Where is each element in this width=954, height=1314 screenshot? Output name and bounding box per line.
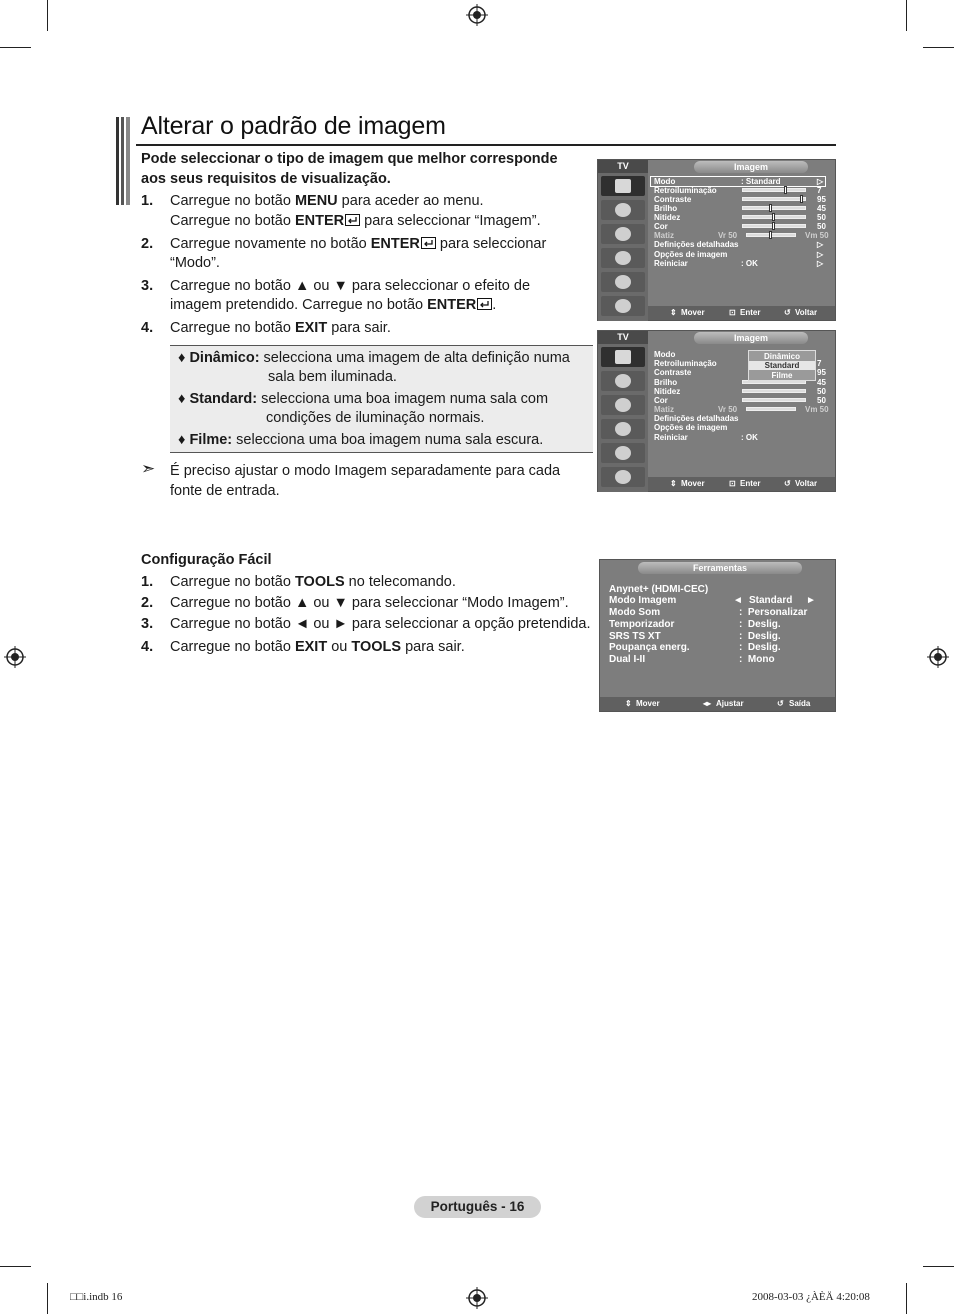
mode-item-standard: ♦ Standard: selecciona uma boa imagem numa sala com <box>178 391 549 407</box>
crop-mark <box>906 0 907 31</box>
slider-knob <box>784 186 787 194</box>
osd-row-label: Matiz <box>654 405 674 414</box>
sound-icon <box>601 200 645 220</box>
print-slug-left: □□i.indb 16 <box>70 1291 123 1303</box>
title-rule <box>136 144 836 146</box>
osd-row-value: : Standard <box>741 177 781 186</box>
key-enter: ENTER <box>427 297 477 313</box>
crop-mark <box>47 0 48 31</box>
osd-slider <box>742 206 806 210</box>
slider-knob <box>800 195 803 203</box>
step-number: 4. <box>141 639 154 655</box>
note-icon: ➣ <box>141 459 156 478</box>
key-exit: EXIT <box>294 639 328 655</box>
osd-row-label: Contraste <box>654 195 692 204</box>
osd-tools-menu <box>599 559 836 712</box>
footer-enter: Enter <box>740 308 761 317</box>
osd-slider <box>742 215 806 219</box>
crop-mark <box>47 1283 48 1314</box>
footer-exit: Saída <box>789 699 811 708</box>
mode-desc: sala bem iluminada. <box>268 369 397 385</box>
picture-icon <box>601 176 645 196</box>
picture-icon <box>601 347 645 367</box>
slider-knob <box>769 231 772 239</box>
key-tools: TOOLS <box>294 574 345 590</box>
osd-tab: TV <box>598 160 648 173</box>
osd-row-left: Vr 50 <box>718 231 738 240</box>
mode-dropdown[interactable] <box>748 350 816 381</box>
tools-row-label: Modo Imagem <box>609 595 677 606</box>
registration-mark-icon <box>927 646 949 668</box>
adjust-icon: ◂▸ <box>703 699 712 708</box>
key-exit: EXIT <box>294 320 328 336</box>
step-number: 3. <box>141 278 154 294</box>
arrow-right-icon: ▷ <box>817 240 824 249</box>
print-slug-right: 2008-03-03 ¿ÀÈÄ 4:20:08 <box>752 1291 870 1303</box>
tools-row-label: Poupança energ. <box>609 642 690 653</box>
osd-row-label: Retroiluminação <box>654 359 717 368</box>
easy-setup-heading: Configuração Fácil <box>141 552 272 568</box>
tools-row-value: : Deslig. <box>739 642 781 653</box>
footer-adjust: Ajustar <box>716 699 744 708</box>
registration-mark-icon <box>466 1287 488 1309</box>
osd-row-value: 45 <box>817 204 826 213</box>
osd-row-label: Opções de imagem <box>654 250 728 259</box>
osd-row-label: Nitidez <box>654 387 681 396</box>
title-decoration <box>116 117 130 205</box>
page-number: Português - 16 <box>414 1196 541 1218</box>
step-text: Carregue novamente no botão ENTER para seleccionar <box>170 236 547 252</box>
osd-slider <box>746 233 796 237</box>
step-text: Carregue no botão ▲ ou ▼ para seleccionar “Modo Imagem”. <box>170 595 569 611</box>
bullet-icon: ♦ <box>178 432 186 448</box>
arrow-left-icon: ◄ <box>733 595 743 606</box>
key-enter: ENTER <box>294 213 345 229</box>
footer-move: Mover <box>681 308 705 317</box>
osd-row-label: Retroiluminação <box>654 186 717 195</box>
osd-row-value: : OK <box>741 433 758 442</box>
crop-mark <box>0 47 31 48</box>
registration-mark-icon <box>466 4 488 26</box>
crop-mark <box>0 1266 31 1267</box>
arrow-right-icon: ▷ <box>817 259 824 268</box>
footer-move: Mover <box>681 479 705 488</box>
tools-header: Ferramentas <box>638 562 802 574</box>
osd-row-label: Matiz <box>654 231 674 240</box>
osd-slider <box>742 398 806 402</box>
application-icon <box>601 296 645 316</box>
tools-row-label: Anynet+ (HDMI-CEC) <box>609 584 709 595</box>
osd-row-value: 7 <box>817 359 822 368</box>
mode-item-filme: ♦ Filme: selecciona uma boa imagem numa sala escura. <box>178 432 544 448</box>
step-text: Carregue no botão TOOLS no telecomando. <box>170 574 456 590</box>
osd-row-value: 50 <box>817 396 826 405</box>
note-text: fonte de entrada. <box>170 483 280 499</box>
bullet-icon: ♦ <box>178 391 186 407</box>
step-number: 4. <box>141 320 154 336</box>
osd-slider <box>742 197 806 201</box>
tools-row-value: : Deslig. <box>739 619 781 630</box>
osd-row-left: Vr 50 <box>718 405 738 414</box>
slider-knob <box>772 213 775 221</box>
dropdown-option[interactable]: Filme <box>771 371 793 380</box>
osd-row-label: Brilho <box>654 378 678 387</box>
enter-icon <box>345 214 360 226</box>
step-text: Carregue no botão ◄ ou ► para seleccionar a opção pretendida. <box>170 616 591 632</box>
osd-header: Imagem <box>694 161 808 173</box>
intro-line: Pode seleccionar o tipo de imagem que melhor corresponde <box>141 151 558 167</box>
key-menu: MENU <box>294 193 338 209</box>
step-number: 2. <box>141 595 154 611</box>
move-icon: ⇕ <box>670 479 677 488</box>
footer-enter: Enter <box>740 479 761 488</box>
channel-icon <box>601 224 645 244</box>
osd-row-label: Cor <box>654 222 668 231</box>
osd-sidebar <box>598 344 648 492</box>
osd-row-value: 50 <box>817 222 826 231</box>
input-icon <box>601 443 645 463</box>
step-text: Carregue no botão ENTER para seleccionar “Imagem”. <box>170 213 541 229</box>
step-text: Carregue no botão EXIT para sair. <box>170 320 391 336</box>
key-tools: TOOLS <box>351 639 402 655</box>
arrow-right-icon: ► <box>806 595 816 606</box>
crop-mark <box>906 1283 907 1314</box>
registration-mark-icon <box>4 646 26 668</box>
osd-row-value: 7 <box>817 186 822 195</box>
footer-back: Voltar <box>795 479 818 488</box>
osd-row-value: 50 <box>817 387 826 396</box>
intro-line: aos seus requisitos de visualização. <box>141 171 391 187</box>
osd-footer <box>648 306 835 320</box>
osd-row-label: Definições detalhadas <box>654 414 739 423</box>
step-number: 3. <box>141 616 154 632</box>
osd-sidebar <box>598 173 648 321</box>
tools-footer <box>600 697 835 711</box>
note-text: É preciso ajustar o modo Imagem separadamente para cada <box>170 463 561 479</box>
step-text: Carregue no botão MENU para aceder ao menu. <box>170 193 484 209</box>
osd-footer <box>648 477 835 491</box>
tools-row-label: Modo Som <box>609 607 661 618</box>
enter-icon <box>477 298 492 310</box>
osd-picture-menu <box>597 159 836 321</box>
osd-row-label: Cor <box>654 396 668 405</box>
osd-picture-mode-dropdown <box>597 330 836 492</box>
dropdown-option[interactable]: Dinâmico <box>763 352 800 361</box>
osd-row-value: 95 <box>817 195 826 204</box>
osd-row-label: Definições detalhadas <box>654 240 739 249</box>
enter-icon: ⊡ <box>729 308 736 317</box>
move-icon: ⇕ <box>625 699 632 708</box>
key-enter: ENTER <box>370 236 420 252</box>
osd-row-value: 45 <box>817 378 826 387</box>
enter-icon <box>421 237 436 249</box>
tools-row-value: : Mono <box>739 654 775 665</box>
setup-icon <box>601 248 645 268</box>
osd-row-label: Contraste <box>654 368 692 377</box>
application-icon <box>601 467 645 487</box>
osd-row-label: Modo <box>654 350 676 359</box>
footer-back: Voltar <box>795 308 818 317</box>
tools-row-value: : Personalizar <box>739 607 808 618</box>
osd-row-label: Reiniciar <box>654 433 688 442</box>
osd-slider <box>746 407 796 411</box>
osd-row-label: Opções de imagem <box>654 423 728 432</box>
return-icon: ↺ <box>784 479 791 488</box>
step-number: 2. <box>141 236 154 252</box>
step-text: Carregue no botão ▲ ou ▼ para seleccionar o efeito de <box>170 278 531 294</box>
dropdown-option-selected[interactable]: Standard <box>749 361 815 370</box>
osd-row-label: Nitidez <box>654 213 681 222</box>
slider-knob <box>772 222 775 230</box>
page-title: Alterar o padrão de imagem <box>141 112 446 140</box>
step-number: 1. <box>141 193 154 209</box>
osd-slider <box>742 188 806 192</box>
osd-row-label: Modo <box>654 177 676 186</box>
osd-row-value: 50 <box>817 213 826 222</box>
bullet-icon: ♦ <box>178 350 186 366</box>
step-text: “Modo”. <box>170 255 220 271</box>
osd-tab: TV <box>598 331 648 344</box>
arrow-right-icon: ▷ <box>817 177 824 186</box>
tools-row-label: Dual I-II <box>609 654 646 665</box>
return-icon: ↺ <box>784 308 791 317</box>
osd-header: Imagem <box>694 332 808 344</box>
input-icon <box>601 272 645 292</box>
osd-slider <box>742 389 806 393</box>
osd-row-value: : OK <box>741 259 758 268</box>
arrow-right-icon: ▷ <box>817 250 824 259</box>
osd-row-label: Reiniciar <box>654 259 688 268</box>
step-number: 1. <box>141 574 154 590</box>
footer-move: Mover <box>636 699 660 708</box>
osd-slider <box>742 224 806 228</box>
osd-row-value: Vm 50 <box>805 231 829 240</box>
tools-row-value: Standard <box>749 595 793 606</box>
mode-desc: condições de iluminação normais. <box>266 410 485 426</box>
step-text: imagem pretendido. Carregue no botão ENTER . <box>170 297 497 313</box>
crop-mark <box>923 47 954 48</box>
osd-row-value: Vm 50 <box>805 405 829 414</box>
move-icon: ⇕ <box>670 308 677 317</box>
slider-knob <box>769 204 772 212</box>
step-text: Carregue no botão EXIT ou TOOLS para sair. <box>170 639 465 655</box>
enter-icon: ⊡ <box>729 479 736 488</box>
channel-icon <box>601 395 645 415</box>
tools-row-value: : Deslig. <box>739 631 781 642</box>
osd-row-value: 95 <box>817 368 826 377</box>
tools-row-label: Temporizador <box>609 619 675 630</box>
tools-row-label: SRS TS XT <box>609 631 661 642</box>
osd-row-label: Brilho <box>654 204 678 213</box>
sound-icon <box>601 371 645 391</box>
mode-item-dinamico: ♦ Dinâmico: selecciona uma imagem de alta definição numa <box>178 350 570 366</box>
return-icon: ↺ <box>777 699 784 708</box>
setup-icon <box>601 419 645 439</box>
crop-mark <box>923 1266 954 1267</box>
